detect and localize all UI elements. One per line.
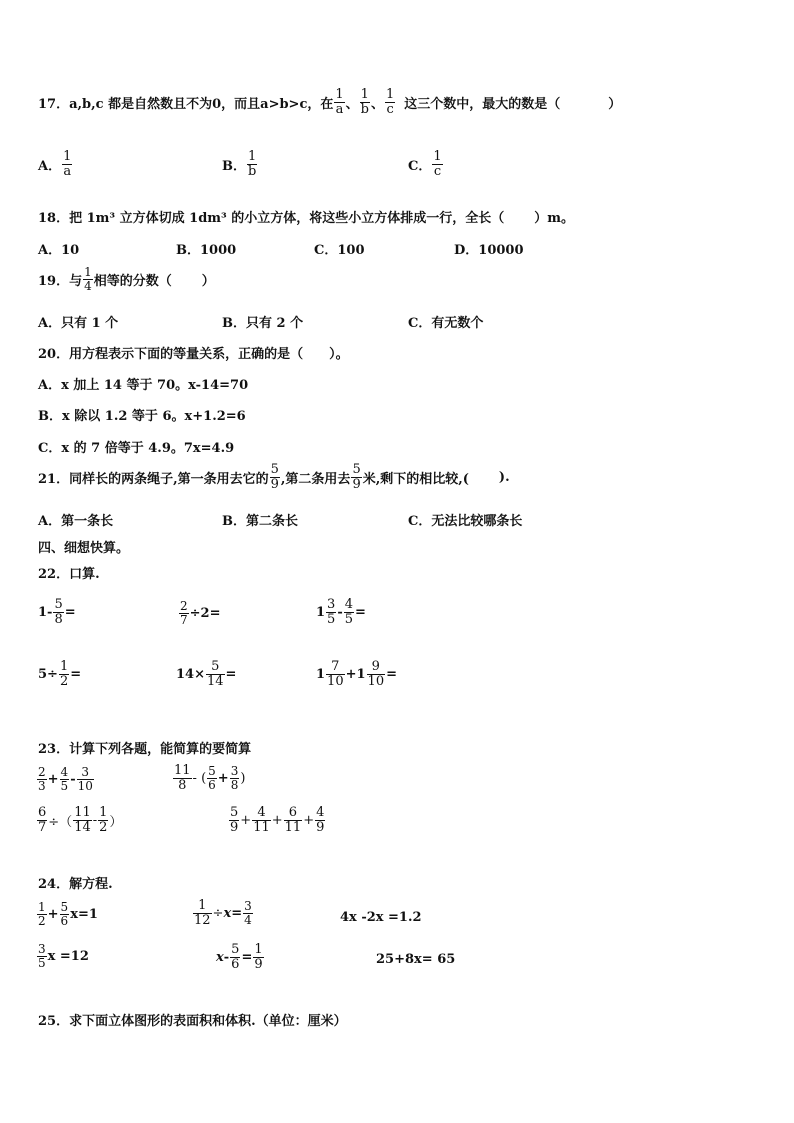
q18-option-c[interactable]: C．100 [314, 243, 365, 258]
q20-option-b[interactable]: B．x 除以 1.2 等于 6。x+1.2=6 [38, 409, 246, 424]
q23-expr-1: $\frac{2}{3}$ + $\frac{4}{5}$ - $\frac{3}{10}$ [38, 765, 93, 794]
question-24-title: 24．解方程. [38, 877, 113, 892]
q22-expr-3: 1 $\frac{3}{5}$ - $\frac{4}{5}$ = [316, 597, 366, 628]
section-heading: 四、细想快算。 [38, 541, 130, 556]
q23-expr-4: $\frac{5}{9}$ + $\frac{4}{11}$ + $\frac{6}{11}$ + $\frac{4}{9}$ [230, 805, 325, 836]
q17-option-a[interactable]: A． $\frac{1}{a}$ [38, 149, 72, 180]
q24-eq-5: x - $\frac{5}{6}$ = $\frac{1}{9}$ [216, 942, 263, 973]
q18-option-a[interactable]: A．10 [38, 243, 80, 258]
q17-option-b[interactable]: B． $\frac{1}{b}$ [222, 149, 257, 180]
q17-text-a: 17．a,b,c 都是自然数且不为0，而且a>b>c，在 [38, 97, 334, 113]
fraction-1-over-4: $\frac{1}{4}$ [84, 265, 92, 294]
question-22-title: 22．口算. [38, 567, 100, 582]
q21-option-b[interactable]: B．第二条长 [222, 514, 298, 529]
q20-option-a[interactable]: A．x 加上 14 等于 70。x-14=70 [38, 378, 249, 393]
question-21: 21．同样长的两条绳子,第一条用去它的 $\frac{5}{9}$ ,第二条用去 $\frac{5}{9}$ 米,剩下的相比较,( ). [38, 462, 510, 493]
q19-option-a[interactable]: A．只有 1 个 [38, 316, 119, 331]
q22-expr-1: 1- $\frac{5}{8}$ = [38, 597, 76, 628]
q19-option-c[interactable]: C．有无数个 [408, 316, 484, 331]
question-20: 20．用方程表示下面的等量关系，正确的是（ ）。 [38, 347, 349, 362]
q21-option-c[interactable]: C．无法比较哪条长 [408, 514, 523, 529]
q18-option-b[interactable]: B．1000 [176, 243, 237, 258]
q22-expr-4: 5÷ $\frac{1}{2}$ = [38, 659, 82, 690]
q24-eq-1: $\frac{1}{2}$ + $\frac{5}{6}$ x=1 [38, 900, 98, 929]
q23-expr-2: $\frac{11}{8}$ - ( $\frac{5}{6}$ + $\frac{3}{8}$ ) [174, 763, 246, 794]
question-23-title: 23．计算下列各题，能简算的要简算 [38, 742, 252, 757]
q24-eq-6: 25+8x= 65 [376, 952, 456, 967]
question-18: 18．把 1m³ 立方体切成 1dm³ 的小立方体，将这些小立方体排成一行，全长（ ）m。 [38, 211, 575, 226]
q22-expr-5: 14× $\frac{5}{14}$ = [176, 659, 237, 690]
question-19: 19．与 $\frac{1}{4}$ 相等的分数（ ） [38, 265, 215, 294]
q20-option-c[interactable]: C．x 的 7 倍等于 4.9。7x=4.9 [38, 441, 235, 456]
fraction-5-over-9: $\frac{5}{9}$ [352, 462, 361, 493]
separator: 、 [345, 97, 359, 113]
question-17 [38, 88, 621, 118]
q17-option-c[interactable]: C． $\frac{1}{c}$ [408, 149, 442, 180]
q24-eq-4: $\frac{3}{5}$ x =12 [38, 942, 89, 971]
fraction-1-over-c: $\frac{1}{c}$ [386, 87, 395, 118]
close-paren: ） [608, 97, 622, 113]
separator: 、 [370, 97, 384, 113]
fraction-1-over-b: $\frac{1}{b}$ [360, 87, 369, 118]
question-25: 25．求下面立体图形的表面积和体积.（单位：厘米） [38, 1014, 347, 1029]
q24-eq-3: 4x -2x =1.2 [340, 910, 422, 925]
q22-expr-6: 1 $\frac{7}{10}$ +1 $\frac{9}{10}$ = [316, 659, 397, 690]
q21-option-a[interactable]: A．第一条长 [38, 514, 114, 529]
fraction-5-over-9: $\frac{5}{9}$ [270, 462, 279, 493]
q17-text-b: 这三个数中，最大的数是（ [404, 97, 561, 113]
fraction-1-over-a: $\frac{1}{a}$ [335, 87, 344, 118]
q23-expr-3: $\frac{6}{7}$ ÷（ $\frac{11}{14}$ - $\frac{1}{2}$ ） [38, 805, 123, 836]
q18-option-d[interactable]: D．10000 [454, 243, 524, 258]
q22-expr-2: $\frac{2}{7}$ ÷2= [180, 599, 221, 628]
q19-option-b[interactable]: B．只有 2 个 [222, 316, 304, 331]
q24-eq-2: $\frac{1}{12}$ ÷ x = $\frac{3}{4}$ [194, 898, 252, 929]
